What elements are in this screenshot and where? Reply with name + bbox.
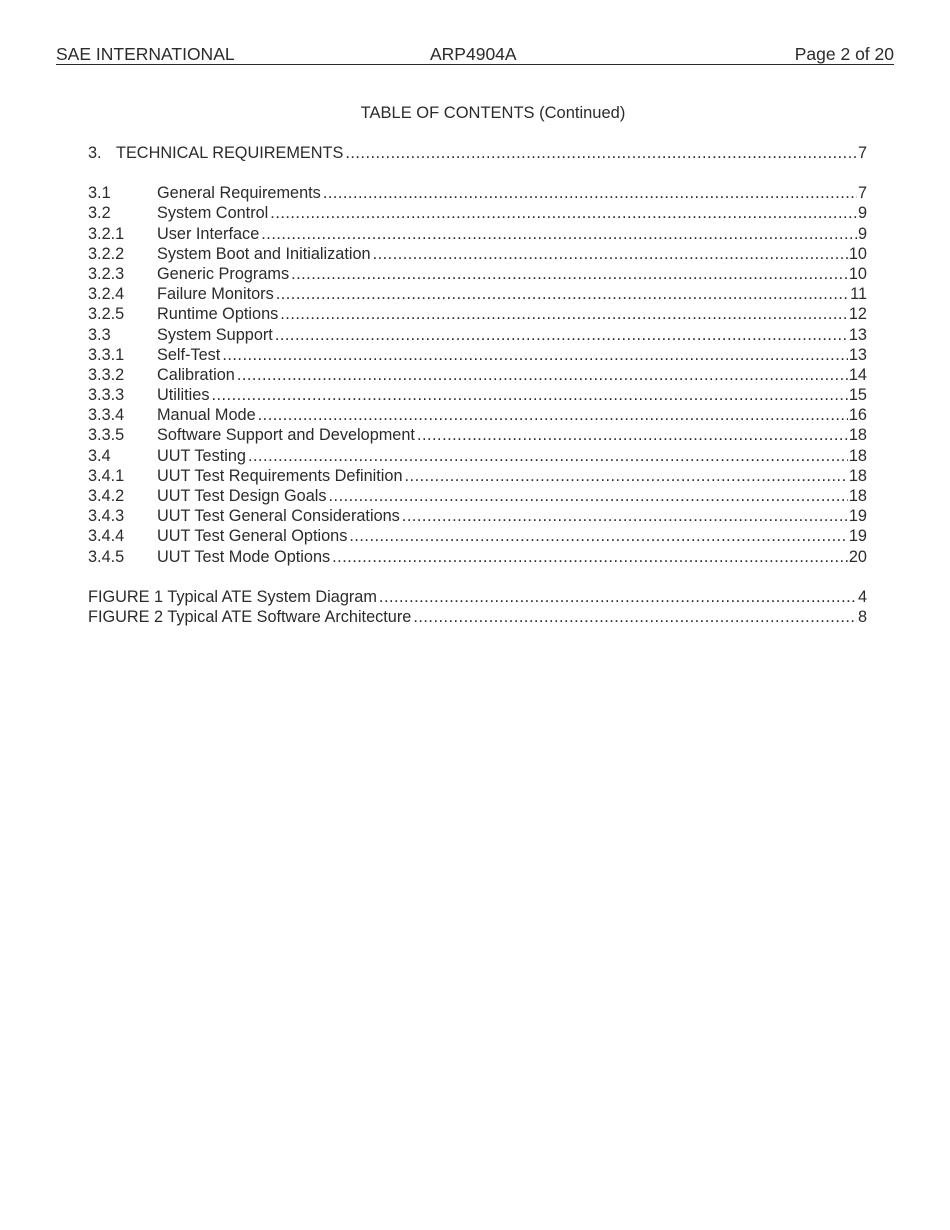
toc-entry-row[interactable] [88, 425, 867, 445]
toc-entry-page: 7 [857, 184, 867, 203]
toc-entry-row[interactable] [88, 244, 867, 264]
toc-entry-row[interactable] [88, 183, 867, 203]
toc-entry-number: 3.4.1 [88, 466, 125, 485]
toc-entry-page: 10 [848, 264, 867, 283]
toc-entry-row[interactable] [88, 526, 867, 546]
toc-entry-number: 3.2.5 [88, 305, 125, 324]
toc-entry-label: System Boot and Initialization [157, 244, 371, 263]
toc-entry-number: 3.4.4 [88, 527, 125, 546]
toc-chapter-page: 7 [857, 144, 867, 162]
toc-entry-label: User Interface [157, 224, 260, 243]
toc-entry-label: Calibration [157, 365, 235, 384]
toc-figure-row[interactable] [88, 607, 867, 627]
toc-entry-label: Manual Mode [157, 406, 256, 425]
toc-entry-label: Self-Test [157, 345, 221, 364]
toc-entry-label: Utilities [157, 386, 210, 405]
toc-spacer [88, 567, 867, 587]
toc-entry-list [88, 183, 867, 567]
toc-entry-number: 3.3.4 [88, 406, 125, 425]
toc-entry-page: 19 [848, 507, 867, 526]
toc-figure-label: FIGURE 2 Typical ATE Software Architecture [88, 608, 412, 627]
toc-entry-label: General Requirements [157, 184, 321, 203]
toc-entry-row[interactable] [88, 284, 867, 304]
toc-figure-page: 4 [857, 587, 867, 606]
toc-entry-row[interactable] [88, 385, 867, 405]
toc-entry-page: 12 [848, 305, 867, 324]
toc-entry-page: 16 [848, 406, 867, 425]
toc-entry-row[interactable] [88, 325, 867, 345]
toc-entry-page: 18 [848, 466, 867, 485]
toc-title: TABLE OF CONTENTS (Continued) [360, 104, 626, 122]
toc-entry-page: 13 [848, 345, 867, 364]
toc-chapter-label: TECHNICAL REQUIREMENTS [116, 144, 344, 162]
page-header [56, 44, 894, 65]
header-org: SAE INTERNATIONAL [56, 44, 235, 64]
toc-entry-page: 18 [848, 446, 867, 465]
toc-entry-page: 19 [848, 527, 867, 546]
toc-entry-number: 3.1 [88, 184, 111, 203]
toc-entry-number: 3.3.1 [88, 345, 125, 364]
toc-entry-label: UUT Test Mode Options [157, 547, 331, 566]
toc-entry-page: 11 [850, 285, 867, 304]
toc-chapter-number: 3. [88, 144, 102, 162]
toc-entry-row[interactable] [88, 486, 867, 506]
toc-entry-page: 9 [857, 224, 867, 243]
toc-figure-label: FIGURE 1 Typical ATE System Diagram [88, 587, 377, 606]
toc-entry-number: 3.2.4 [88, 285, 125, 304]
toc-entry-page: 20 [848, 547, 867, 566]
toc-entry-row[interactable] [88, 506, 867, 526]
toc-figure-list [88, 587, 867, 627]
toc-entry-number: 3.3.2 [88, 365, 125, 384]
toc-entry-page: 9 [857, 204, 867, 223]
toc-entry-row[interactable] [88, 264, 867, 284]
toc-entry-page: 10 [848, 244, 867, 263]
toc-entry-label: Generic Programs [157, 264, 290, 283]
toc-entry-page: 13 [848, 325, 867, 344]
toc-entry-row[interactable] [88, 405, 867, 425]
table-of-contents [88, 143, 867, 627]
toc-entry-label: System Support [157, 325, 273, 344]
toc-entry-number: 3.3.3 [88, 386, 125, 405]
toc-entry-number: 3.2.2 [88, 244, 125, 263]
toc-entry-row[interactable] [88, 224, 867, 244]
toc-entry-row[interactable] [88, 446, 867, 466]
toc-entry-number: 3.4 [88, 446, 111, 465]
toc-entry-number: 3.3 [88, 325, 111, 344]
toc-entry-row[interactable] [88, 547, 867, 567]
toc-entry-page: 15 [848, 386, 867, 405]
toc-entry-number: 3.4.2 [88, 487, 125, 505]
header-doc-id: ARP4904A [430, 44, 517, 64]
toc-entry-number: 3.4.3 [88, 507, 125, 526]
toc-chapter-row[interactable] [88, 143, 867, 163]
toc-entry-number: 3.2.3 [88, 264, 125, 283]
toc-entry-label: UUT Testing [157, 446, 246, 465]
toc-figure-page: 8 [857, 608, 867, 627]
toc-entry-label: UUT Test Design Goals [157, 487, 327, 505]
toc-entry-row[interactable] [88, 304, 867, 324]
toc-entry-label: Runtime Options [157, 305, 279, 324]
toc-entry-label: UUT Test Requirements Definition [157, 466, 403, 485]
toc-entry-number: 3.2 [88, 204, 111, 223]
toc-entry-number: 3.3.5 [88, 426, 125, 445]
toc-entry-page: 18 [848, 426, 867, 445]
toc-figure-row[interactable] [88, 587, 867, 607]
toc-entry-label: System Control [157, 204, 269, 223]
toc-entry-row[interactable] [88, 365, 867, 385]
toc-entry-label: Failure Monitors [157, 285, 274, 304]
toc-entry-row[interactable] [88, 466, 867, 486]
toc-entry-label: UUT Test General Options [157, 527, 348, 546]
header-page-label: Page 2 of 20 [794, 44, 894, 64]
toc-entry-page: 14 [848, 365, 867, 384]
toc-entry-number: 3.2.1 [88, 224, 125, 243]
toc-entry-row[interactable] [88, 203, 867, 223]
toc-entry-label: UUT Test General Considerations [157, 507, 400, 526]
toc-entry-page: 18 [848, 487, 867, 505]
toc-entry-row[interactable] [88, 345, 867, 365]
toc-entry-label: Software Support and Development [157, 426, 415, 445]
toc-entry-number: 3.4.5 [88, 547, 125, 566]
